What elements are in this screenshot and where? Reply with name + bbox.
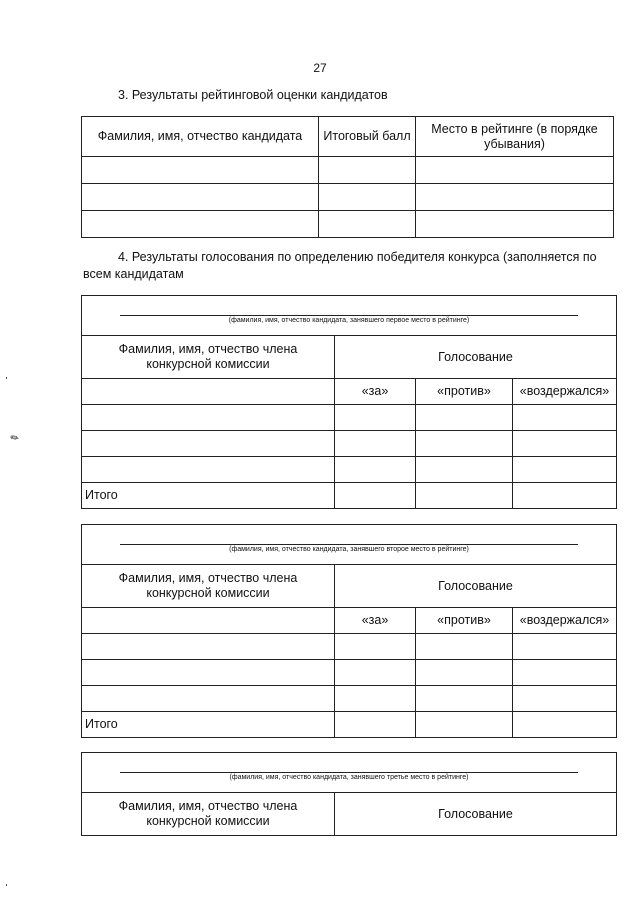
- table-row: [82, 184, 614, 211]
- table-header-row: [82, 336, 617, 379]
- table-cell[interactable]: [335, 712, 416, 738]
- table-cell[interactable]: [416, 457, 513, 483]
- table-row: [82, 405, 617, 431]
- header-candidate-name: Фамилия, имя, отчество кандидата: [82, 117, 319, 157]
- table-cell[interactable]: [335, 686, 416, 712]
- total-row: [82, 712, 617, 738]
- table-cell[interactable]: [319, 157, 416, 184]
- total-row: [82, 483, 617, 509]
- vote-table-third-place: [81, 752, 617, 836]
- table-cell[interactable]: [416, 405, 513, 431]
- candidate-name-field[interactable]: [82, 753, 617, 793]
- header-voting: Голосование: [335, 565, 617, 608]
- vote-option-for: «за»: [335, 608, 416, 634]
- header-voting: Голосование: [335, 336, 617, 379]
- table-cell[interactable]: [82, 211, 319, 238]
- header-total-score: Итоговый балл: [319, 117, 416, 157]
- table-cell[interactable]: [82, 405, 335, 431]
- table-cell[interactable]: [513, 431, 617, 457]
- table-cell[interactable]: [416, 686, 513, 712]
- table-cell[interactable]: [416, 483, 513, 509]
- table-cell[interactable]: [82, 457, 335, 483]
- table-cell[interactable]: [513, 660, 617, 686]
- candidate-name-caption: (фамилия, имя, отчество кандидата, занявшего первое место в рейтинге): [228, 317, 470, 324]
- candidate-name-row: [82, 296, 617, 336]
- candidate-name-caption: (фамилия, имя, отчество кандидата, занявшего второе место в рейтинге): [229, 546, 469, 553]
- header-member-name: Фамилия, имя, отчество члена конкурсной комиссии: [82, 793, 335, 836]
- table-cell: [82, 608, 335, 634]
- table-row: [82, 686, 617, 712]
- table-cell[interactable]: [82, 686, 335, 712]
- header-member-name: Фамилия, имя, отчество члена конкурсной комиссии: [82, 565, 335, 608]
- table-header-row: [82, 117, 614, 157]
- section-3-heading: 3. Результаты рейтинговой оценки кандидатов: [118, 88, 388, 102]
- table-header-row: [82, 565, 617, 608]
- table-cell[interactable]: [82, 660, 335, 686]
- table-row: [82, 457, 617, 483]
- table-cell[interactable]: [335, 634, 416, 660]
- table-row: [82, 660, 617, 686]
- table-cell[interactable]: [416, 634, 513, 660]
- table-row: [82, 634, 617, 660]
- vote-options-row: [82, 608, 617, 634]
- total-label: Итого: [82, 712, 335, 738]
- candidate-name-row: [82, 525, 617, 565]
- candidate-name-field[interactable]: [82, 525, 617, 565]
- table-cell[interactable]: [416, 431, 513, 457]
- table-cell[interactable]: [513, 457, 617, 483]
- header-voting: Голосование: [335, 793, 617, 836]
- scan-artifact-mark: ✎: [8, 431, 22, 446]
- table-row: [82, 211, 614, 238]
- table-cell[interactable]: [82, 634, 335, 660]
- table-row: [82, 431, 617, 457]
- header-member-name: Фамилия, имя, отчество члена конкурсной комиссии: [82, 336, 335, 379]
- table-cell[interactable]: [513, 686, 617, 712]
- table-cell[interactable]: [82, 184, 319, 211]
- table-cell[interactable]: [513, 405, 617, 431]
- vote-option-for: «за»: [335, 379, 416, 405]
- scan-artifact-dot: [6, 884, 7, 886]
- rating-results-table: [81, 116, 614, 238]
- section-4-heading: 4. Результаты голосования по определению победителя конкурса (заполняется по всем кандидатам: [83, 250, 597, 281]
- table-cell[interactable]: [319, 184, 416, 211]
- candidate-name-row: [82, 753, 617, 793]
- table-cell[interactable]: [416, 157, 614, 184]
- table-cell[interactable]: [82, 157, 319, 184]
- header-rating-place: Место в рейтинге (в порядке убывания): [416, 117, 614, 157]
- table-cell[interactable]: [335, 431, 416, 457]
- vote-table-second-place: [81, 524, 617, 738]
- vote-option-against: «против»: [416, 608, 513, 634]
- table-cell[interactable]: [416, 211, 614, 238]
- table-cell[interactable]: [319, 211, 416, 238]
- table-cell[interactable]: [513, 483, 617, 509]
- table-cell[interactable]: [82, 431, 335, 457]
- table-cell[interactable]: [335, 483, 416, 509]
- table-cell[interactable]: [513, 634, 617, 660]
- total-label: Итого: [82, 483, 335, 509]
- table-cell[interactable]: [416, 660, 513, 686]
- vote-option-against: «против»: [416, 379, 513, 405]
- vote-table-first-place: [81, 295, 617, 509]
- candidate-name-caption: (фамилия, имя, отчество кандидата, занявшего третье место в рейтинге): [229, 774, 469, 781]
- page-number: 27: [313, 61, 327, 75]
- candidate-name-field[interactable]: [82, 296, 617, 336]
- vote-option-abstain: «воздержался»: [513, 608, 617, 634]
- vote-options-row: [82, 379, 617, 405]
- table-cell[interactable]: [335, 660, 416, 686]
- scan-artifact-dot: [6, 377, 7, 379]
- table-cell: [82, 379, 335, 405]
- table-header-row: [82, 793, 617, 836]
- table-cell[interactable]: [416, 712, 513, 738]
- table-cell[interactable]: [416, 184, 614, 211]
- vote-option-abstain: «воздержался»: [513, 379, 617, 405]
- table-row: [82, 157, 614, 184]
- table-cell[interactable]: [513, 712, 617, 738]
- table-cell[interactable]: [335, 405, 416, 431]
- table-cell[interactable]: [335, 457, 416, 483]
